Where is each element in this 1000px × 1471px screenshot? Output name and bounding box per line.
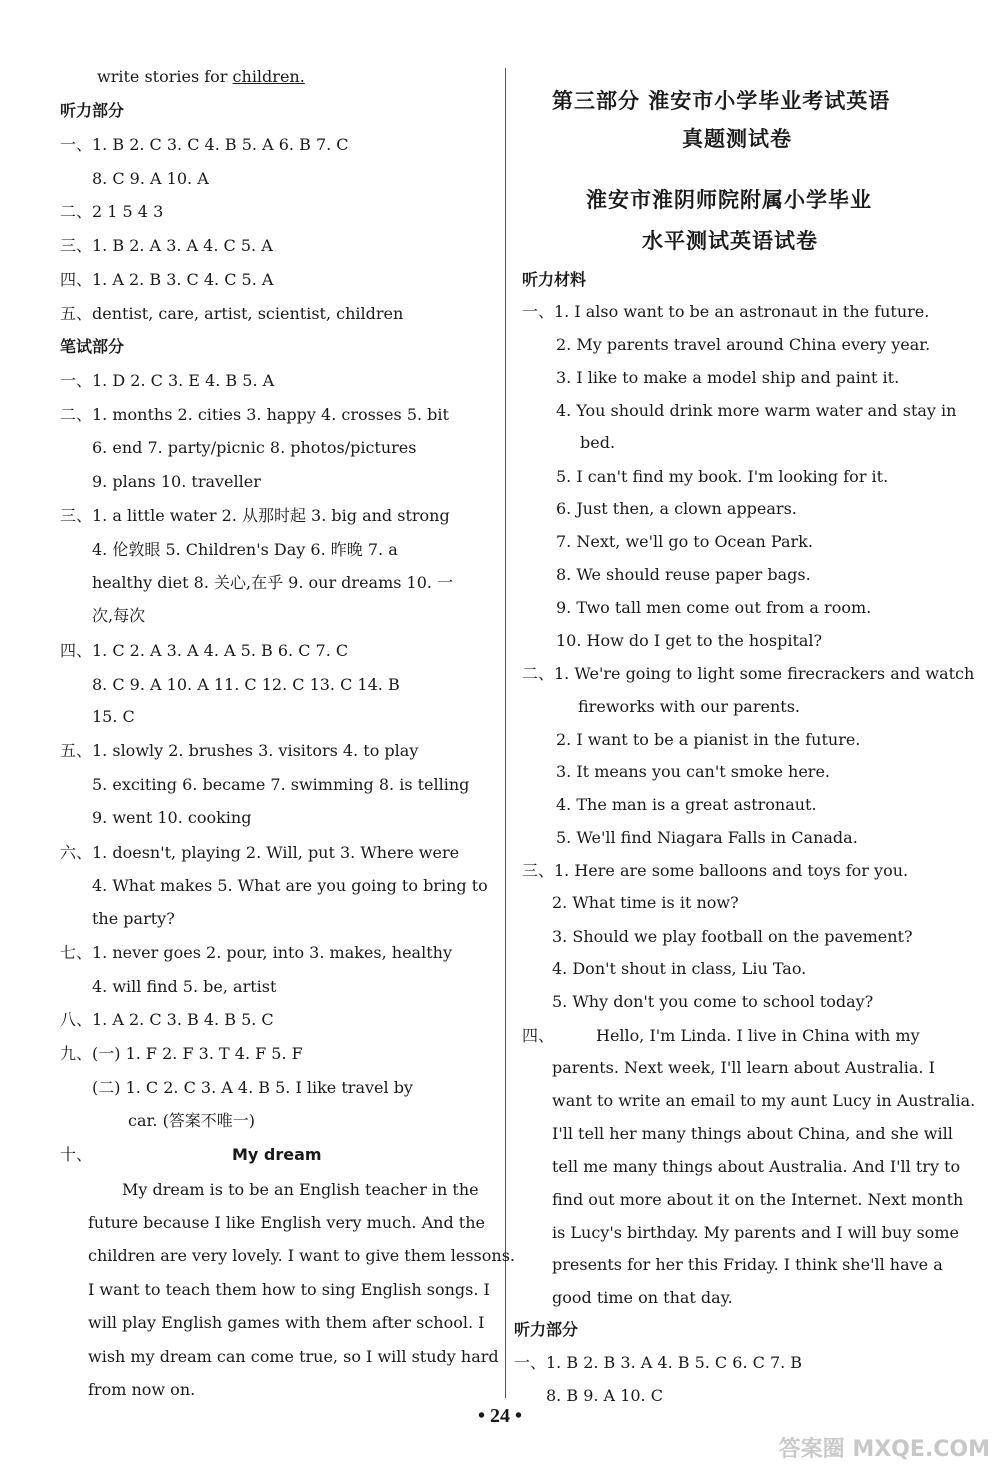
- essay-section-number: 十、: [60, 1145, 93, 1164]
- passage-section-number: 四、: [522, 1026, 555, 1045]
- passage-line: is Lucy's birthday. My parents and I will buy some: [552, 1223, 959, 1242]
- answer-line: 四、1. C 2. A 3. A 4. A 5. B 6. C 7. C: [60, 641, 349, 660]
- essay-line: children are very lovely. I want to give them lessons.: [88, 1246, 515, 1265]
- transcript-line: 9. Two tall men come out from a room.: [556, 598, 872, 617]
- section-heading-listening-answers: 听力部分: [514, 1320, 579, 1339]
- answer-line: 七、1. never goes 2. pour, into 3. makes, healthy: [60, 943, 452, 962]
- part-title-line2: 真题测试卷: [682, 127, 792, 151]
- transcript-line: fireworks with our parents.: [578, 697, 800, 716]
- answer-line: 9. went 10. cooking: [92, 808, 252, 827]
- answer-line: 4. 伦敦眼 5. Children's Day 6. 昨晚 7. a: [92, 540, 398, 559]
- answer-line: 8. C 9. A 10. A: [92, 169, 209, 188]
- transcript-line: 一、1. I also want to be an astronaut in the future.: [522, 302, 930, 321]
- answer-line: healthy diet 8. 关心,在乎 9. our dreams 10. 一: [92, 573, 454, 592]
- continued-line: write stories for children.: [97, 67, 305, 86]
- answer-line: 9. plans 10. traveller: [92, 472, 261, 491]
- transcript-line: 二、1. We're going to light some firecrackers and watch: [522, 664, 975, 683]
- answer-line: 五、1. slowly 2. brushes 3. visitors 4. to play: [60, 741, 419, 760]
- transcript-line: 6. Just then, a clown appears.: [556, 499, 797, 518]
- essay-line: will play English games with them after school. I: [88, 1313, 485, 1332]
- answer-line: 5. exciting 6. became 7. swimming 8. is telling: [92, 775, 470, 794]
- essay-line: from now on.: [88, 1380, 196, 1399]
- answer-line: 四、1. A 2. B 3. C 4. C 5. A: [60, 270, 274, 289]
- transcript-line: 10. How do I get to the hospital?: [556, 631, 823, 650]
- answer-line: 6. end 7. party/picnic 8. photos/pictures: [92, 438, 417, 457]
- answer-line: 次,每次: [92, 606, 146, 625]
- transcript-line: 5. Why don't you come to school today?: [552, 992, 874, 1011]
- passage-line: want to write an email to my aunt Lucy in Australia.: [552, 1091, 976, 1110]
- transcript-line: 8. We should reuse paper bags.: [556, 565, 811, 584]
- transcript-line: 2. I want to be a pianist in the future.: [556, 730, 861, 749]
- answer-line: 一、1. B 2. B 3. A 4. B 5. C 6. C 7. B: [514, 1353, 803, 1372]
- transcript-line: 4. The man is a great astronaut.: [556, 795, 817, 814]
- page-number: • 24 •: [477, 1405, 522, 1427]
- exam-title: 淮安市淮阴师院附属小学毕业: [586, 188, 872, 212]
- answer-line: car. (答案不唯一): [128, 1111, 256, 1130]
- transcript-line: 三、1. Here are some balloons and toys for you.: [522, 861, 909, 880]
- answer-line: 8. C 9. A 10. A 11. C 12. C 13. C 14. B: [92, 675, 400, 694]
- transcript-line: 3. Should we play football on the pavement?: [552, 927, 913, 946]
- section-heading-listening: 听力部分: [60, 101, 125, 120]
- answer-line: the party?: [92, 909, 175, 928]
- transcript-line: 3. I like to make a model ship and paint it.: [556, 368, 900, 387]
- answer-line: 八、1. A 2. C 3. B 4. B 5. C: [60, 1010, 274, 1029]
- passage-line: tell me many things about Australia. And I'll try to: [552, 1157, 961, 1176]
- transcript-line: 5. We'll find Niagara Falls in Canada.: [556, 828, 858, 847]
- answer-line: 五、dentist, care, artist, scientist, children: [60, 304, 404, 323]
- passage-line: parents. Next week, I'll learn about Australia. I: [552, 1058, 935, 1077]
- transcript-line: 2. What time is it now?: [552, 893, 739, 912]
- essay-line: My dream is to be an English teacher in the: [122, 1180, 479, 1199]
- essay-title: My dream: [232, 1145, 322, 1164]
- essay-line: I want to teach them how to sing English songs. I: [88, 1280, 490, 1299]
- answer-line: (二) 1. C 2. C 3. A 4. B 5. I like travel by: [92, 1078, 413, 1097]
- answer-line: 一、1. B 2. C 3. C 4. B 5. A 6. B 7. C: [60, 135, 349, 154]
- transcript-line: 5. I can't find my book. I'm looking for it.: [556, 467, 889, 486]
- transcript-line: 3. It means you can't smoke here.: [556, 762, 830, 781]
- answer-line: 8. B 9. A 10. C: [546, 1386, 663, 1405]
- passage-line: find out more about it on the Internet. Next month: [552, 1190, 964, 1209]
- answer-line: 六、1. doesn't, playing 2. Will, put 3. Where were: [60, 843, 460, 862]
- part-title: 第三部分 淮安市小学毕业考试英语: [552, 89, 891, 113]
- transcript-line: 4. Don't shout in class, Liu Tao.: [552, 959, 807, 978]
- transcript-line: 4. You should drink more warm water and stay in: [556, 401, 957, 420]
- watermark-logo: 答案圈 MXQE.COM: [778, 1437, 990, 1462]
- essay-line: future because I like English very much. And the: [88, 1213, 485, 1232]
- transcript-line: 2. My parents travel around China every year.: [556, 335, 931, 354]
- essay-line: wish my dream can come true, so I will study hard: [88, 1347, 499, 1366]
- transcript-line: bed.: [580, 433, 616, 452]
- answer-line: 一、1. D 2. C 3. E 4. B 5. A: [60, 371, 275, 390]
- answer-line: 15. C: [92, 707, 135, 726]
- passage-line: presents for her this Friday. I think she'll have a: [552, 1255, 943, 1274]
- passage-line: good time on that day.: [552, 1288, 733, 1307]
- answer-line: 九、(一) 1. F 2. F 3. T 4. F 5. F: [60, 1044, 303, 1063]
- section-heading-listening-material: 听力材料: [522, 270, 587, 289]
- passage-line: Hello, I'm Linda. I live in China with my: [596, 1026, 920, 1045]
- section-heading-written: 笔试部分: [60, 337, 125, 356]
- exam-title-line2: 水平测试英语试卷: [642, 229, 818, 253]
- answer-line: 三、1. a little water 2. 从那时起 3. big and strong: [60, 506, 450, 525]
- column-divider: [505, 68, 506, 1398]
- answer-line: 4. What makes 5. What are you going to bring to: [92, 876, 488, 895]
- answer-line: 二、2 1 5 4 3: [60, 202, 164, 221]
- transcript-line: 7. Next, we'll go to Ocean Park.: [556, 532, 813, 551]
- passage-line: I'll tell her many things about China, and she will: [552, 1124, 953, 1143]
- answer-line: 4. will find 5. be, artist: [92, 977, 277, 996]
- answer-line: 二、1. months 2. cities 3. happy 4. crosses 5. bit: [60, 405, 449, 424]
- answer-line: 三、1. B 2. A 3. A 4. C 5. A: [60, 236, 273, 255]
